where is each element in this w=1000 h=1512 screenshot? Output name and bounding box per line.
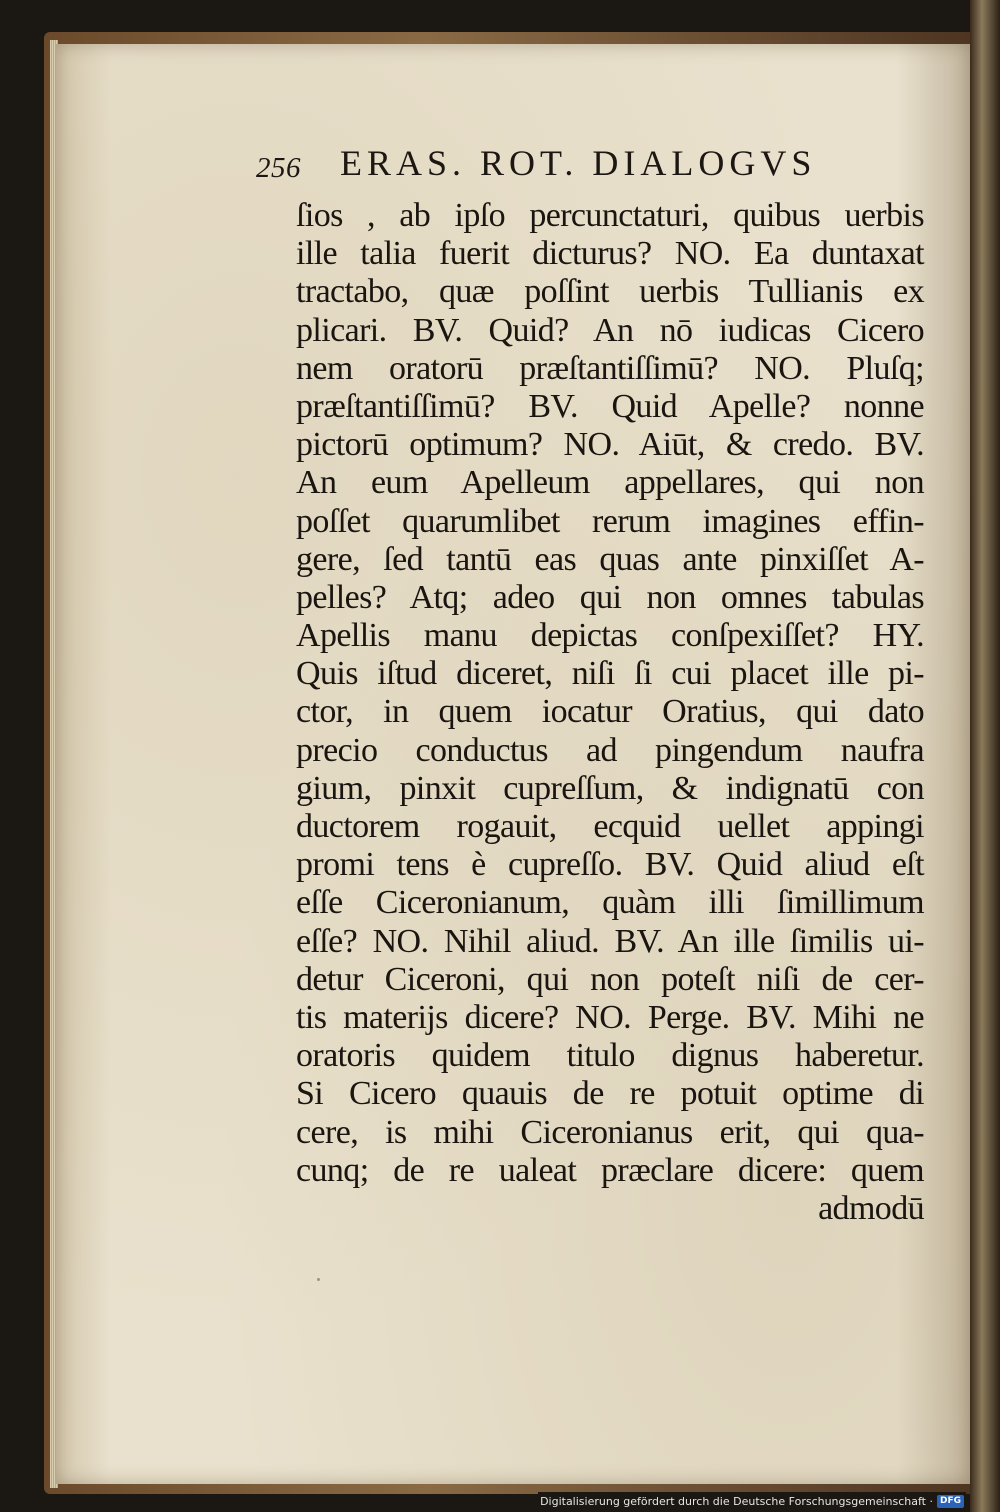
text-line: pictorū optimum? NO. Aiūt, & credo. BV. xyxy=(296,426,924,464)
text-line: ctor, in quem iocatur Oratius, qui dato xyxy=(296,693,924,731)
text-line: gium, pinxit cupreſſum, & indignatū con xyxy=(296,769,924,807)
text-line: ductorem rogauit, ecquid uellet appingi xyxy=(296,808,924,845)
text-line: precio conductus ad pingendum naufra xyxy=(296,731,924,769)
text-line: tractabo, quæ poſſint uerbis Tullianis ex xyxy=(296,273,924,311)
text-line: detur Ciceroni, qui non poteſt niſi de cer- xyxy=(296,960,924,998)
text-line: plicari. BV. Quid? An nō iudicas Cicero xyxy=(296,311,924,349)
ink-speck xyxy=(317,1278,320,1281)
credit-text: Digitalisierung gefördert durch die Deutsche Forschungsgemeinschaft · xyxy=(540,1494,933,1508)
body-text xyxy=(296,197,924,1228)
text-line: cere, is mihi Ciceronianus erit, qui qua- xyxy=(296,1113,924,1151)
text-line: Quis iſtud diceret, niſi ſi cui placet ille pi- xyxy=(296,655,924,693)
text-line: ille talia fuerit dicturus? NO. Ea duntaxat xyxy=(296,235,924,273)
text-line: oratoris quidem titulo dignus haberetur. xyxy=(296,1037,924,1075)
text-line: Apellis manu depictas conſpexiſſet? HY. xyxy=(296,617,924,655)
text-line: An eum Apelleum appellares, qui non xyxy=(296,464,924,502)
text-line: præſtantiſſimū? BV. Quid Apelle? nonne xyxy=(296,387,924,425)
running-title: ERAS. ROT. DIALOGVS xyxy=(340,143,817,183)
text-line: eſſe Ciceronianum, quàm illi ſimillimum xyxy=(296,884,924,922)
dfg-logo: DFG xyxy=(937,1495,964,1508)
text-line: eſſe? NO. Nihil aliud. BV. An ille ſimilis ui- xyxy=(296,922,924,960)
text-line: promi tens è cupreſſo. BV. Quid aliud eſt xyxy=(296,846,924,884)
text-line: cunq; de re ualeat præclare dicere: quem xyxy=(296,1151,924,1189)
text-line: tis materijs dicere? NO. Perge. BV. Mihi ne xyxy=(296,998,924,1036)
text-line: admodū xyxy=(818,1189,924,1227)
text-line: gere, ſed tantū eas quas ante pinxiſſet A- xyxy=(296,540,924,578)
book-spine xyxy=(970,0,1000,1512)
page-number: 256 xyxy=(256,152,301,184)
digitization-credit xyxy=(538,1492,966,1510)
text-line: Si Cicero quauis de re potuit optime di xyxy=(296,1075,924,1113)
text-line: pelles? Atq; adeo qui non omnes tabulas xyxy=(296,578,924,616)
page-header xyxy=(256,142,856,192)
text-line: poſſet quarumlibet rerum imagines effin- xyxy=(296,502,924,540)
text-line: ſios , ab ipſo percunctaturi, quibus uerbis xyxy=(296,197,924,234)
text-line: nem oratorū præſtantiſſimū? NO. Pluſq; xyxy=(296,349,924,387)
